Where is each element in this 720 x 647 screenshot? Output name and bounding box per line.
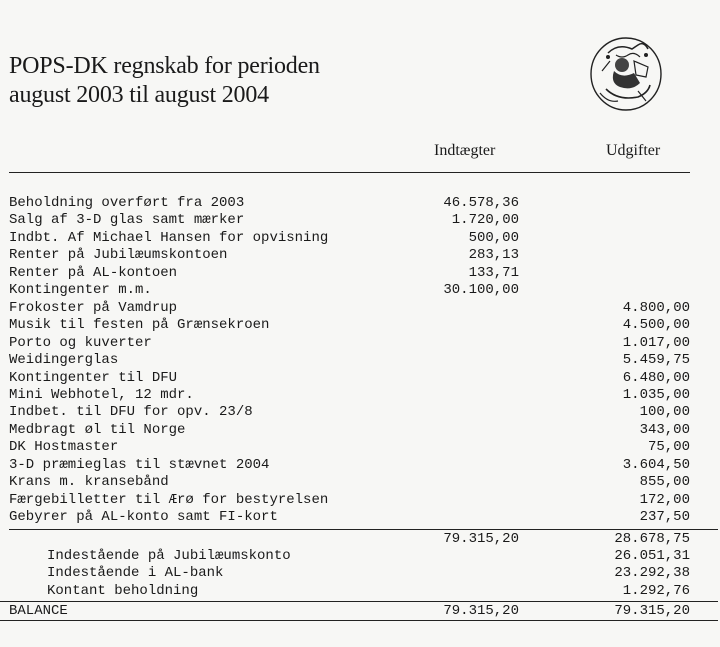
income-column-header: Indtægter [434,142,496,159]
entry-expense: 4.500,00 [622,317,690,334]
balance-income: 79.315,20 [443,603,519,619]
entry-expense: 4.800,00 [622,299,690,316]
entry-label: Musik til festen på Grænsekroen [9,317,270,334]
entry-income: 283,13 [468,247,519,264]
ledger-row [0,370,720,387]
ledger-row [0,352,720,369]
header-divider [9,172,690,173]
holding-label: Indestående i AL-bank [47,565,224,582]
ledger-row [0,422,720,439]
ledger-row [0,300,720,317]
entry-expense: 855,00 [639,474,690,491]
entry-label: Krans m. kransebånd [9,474,169,491]
ledger-row [0,335,720,352]
ledger-row [0,492,720,509]
holding-label: Indestående på Jubilæumskonto [47,548,291,564]
entry-label: Frokoster på Vamdrup [9,299,178,316]
entry-income: 30.100,00 [443,282,519,299]
ledger-row [0,212,720,229]
ledger-row [0,457,720,474]
ledger-row [0,404,720,421]
entry-label: 3-D præmieglas til stævnet 2004 [9,456,270,473]
holding-label: Kontant beholdning [47,582,199,599]
entry-expense: 6.480,00 [622,369,690,386]
entry-label: Mini Webhotel, 12 mdr. [9,386,194,403]
title-line-2: august 2003 til august 2004 [9,82,269,108]
holding-value: 26.051,31 [614,548,690,564]
balance-label: BALANCE [9,603,68,619]
ledger-row [0,474,720,491]
holding-row [0,548,720,565]
holding-row [0,583,720,600]
balance-expense: 79.315,20 [614,603,690,619]
entry-label: Færgebilletter til Ærø for bestyrelsen [9,491,329,508]
subtotal-row [0,531,720,548]
entry-expense: 5.459,75 [622,352,690,369]
ledger-row [0,230,720,247]
entry-expense: 75,00 [647,439,690,456]
entry-income: 133,71 [468,264,519,281]
entry-income: 500,00 [468,229,519,246]
subtotal-expense: 28.678,75 [614,531,690,547]
club-emblem-icon [588,31,664,113]
ledger-row [0,282,720,299]
entry-label: Porto og kuverter [9,334,152,351]
subtotal-income: 79.315,20 [443,531,519,547]
balance-divider-bottom [0,620,718,621]
entry-income: 46.578,36 [443,195,519,211]
entry-expense: 237,50 [639,509,690,526]
holding-value: 1.292,76 [622,582,690,599]
entry-label: DK Hostmaster [9,439,119,456]
ledger-row [0,439,720,456]
ledger-row [0,195,720,212]
entry-expense: 343,00 [639,421,690,438]
ledger-row [0,317,720,334]
balance-row [0,603,720,620]
balance-divider-top [0,601,718,602]
entry-expense: 172,00 [639,491,690,508]
entry-label: Kontingenter m.m. [9,282,152,299]
subtotal-divider [9,529,718,530]
ledger-row [0,509,720,526]
entry-label: Indbet. til DFU for opv. 23/8 [9,404,253,421]
entry-expense: 1.035,00 [622,386,690,403]
entry-label: Indbt. Af Michael Hansen for opvisning [9,229,329,246]
entry-label: Gebyrer på AL-konto samt FI-kort [9,509,278,526]
entry-label: Renter på AL-kontoen [9,264,178,281]
title-line-1: POPS-DK regnskab for perioden [9,53,320,79]
entry-label: Medbragt øl til Norge [9,421,186,438]
entry-income: 1.720,00 [451,212,519,229]
entry-expense: 1.017,00 [622,334,690,351]
entry-expense: 100,00 [639,404,690,421]
expense-column-header: Udgifter [606,142,661,159]
entry-label: Renter på Jubilæumskontoen [9,247,228,264]
holding-row [0,565,720,582]
entry-expense: 3.604,50 [622,456,690,473]
ledger-row [0,265,720,282]
entry-label: Salg af 3-D glas samt mærker [9,212,245,229]
entry-label: Weidingerglas [9,352,119,369]
ledger-row [0,247,720,264]
document-title [9,52,320,110]
holding-value: 23.292,38 [614,565,690,582]
entry-label: Beholdning overført fra 2003 [9,195,245,211]
ledger-row [0,387,720,404]
entry-label: Kontingenter til DFU [9,369,178,386]
